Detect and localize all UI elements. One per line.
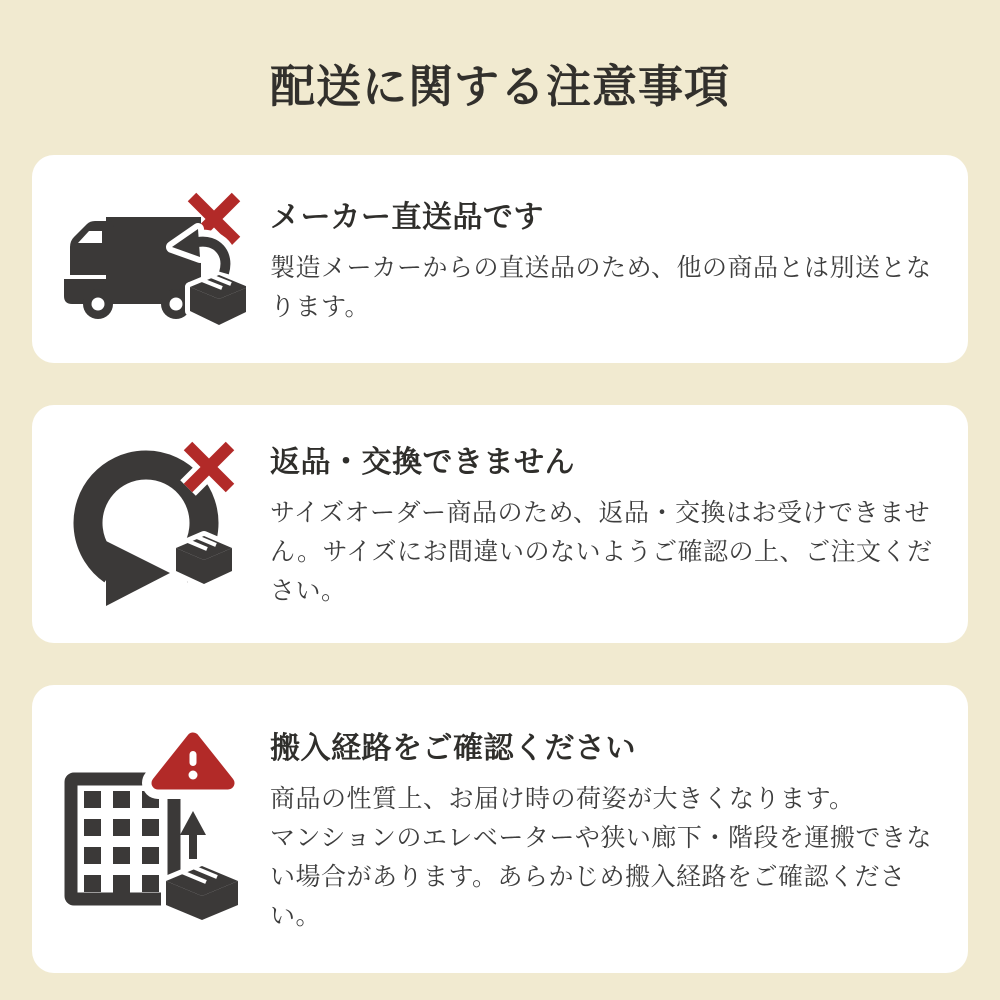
- card-text: [270, 723, 938, 936]
- card-title: メーカー直送品です: [270, 200, 544, 234]
- card-title: 返品・交換できません: [270, 446, 575, 479]
- building-delivery-icon: [56, 723, 246, 935]
- red-x-icon: [188, 446, 230, 488]
- card-text: [270, 192, 938, 327]
- notice-card-no-returns: [32, 405, 968, 643]
- carry-in-route-icon: [56, 723, 246, 935]
- no-returns-icon: [56, 438, 246, 610]
- card-title: 搬入経路をご確認ください: [270, 731, 636, 765]
- notice-card-carry-in-route: [32, 685, 968, 973]
- card-body-line: 製造メーカーからの直送品のため、他の商品とは別送となります。: [270, 253, 932, 321]
- notice-card-direct-shipping: [32, 155, 968, 363]
- direct-shipping-icon: [56, 187, 246, 332]
- notice-card-list: [32, 155, 968, 973]
- warning-triangle-icon: [158, 739, 228, 783]
- page-title: 配送に関する注意事項: [269, 61, 730, 112]
- up-arrow-icon: [180, 811, 206, 859]
- card-body-line: マンションのエレベーターや狭い廊下・階段を運搬できない場合があります。あらかじめ搬入経路をご確認ください。: [270, 823, 932, 930]
- card-text: [270, 437, 938, 611]
- return-cycle-no-icon: [66, 438, 236, 610]
- truck-no-bundle-icon: [56, 187, 246, 332]
- card-body-line: 商品の性質上、お届け時の荷姿が大きくなります。: [270, 784, 855, 813]
- card-body-line: サイズオーダー商品のため、返品・交換はお受けできません。サイズにお間違いのないようご確認の上、ご注文ください。: [270, 499, 933, 605]
